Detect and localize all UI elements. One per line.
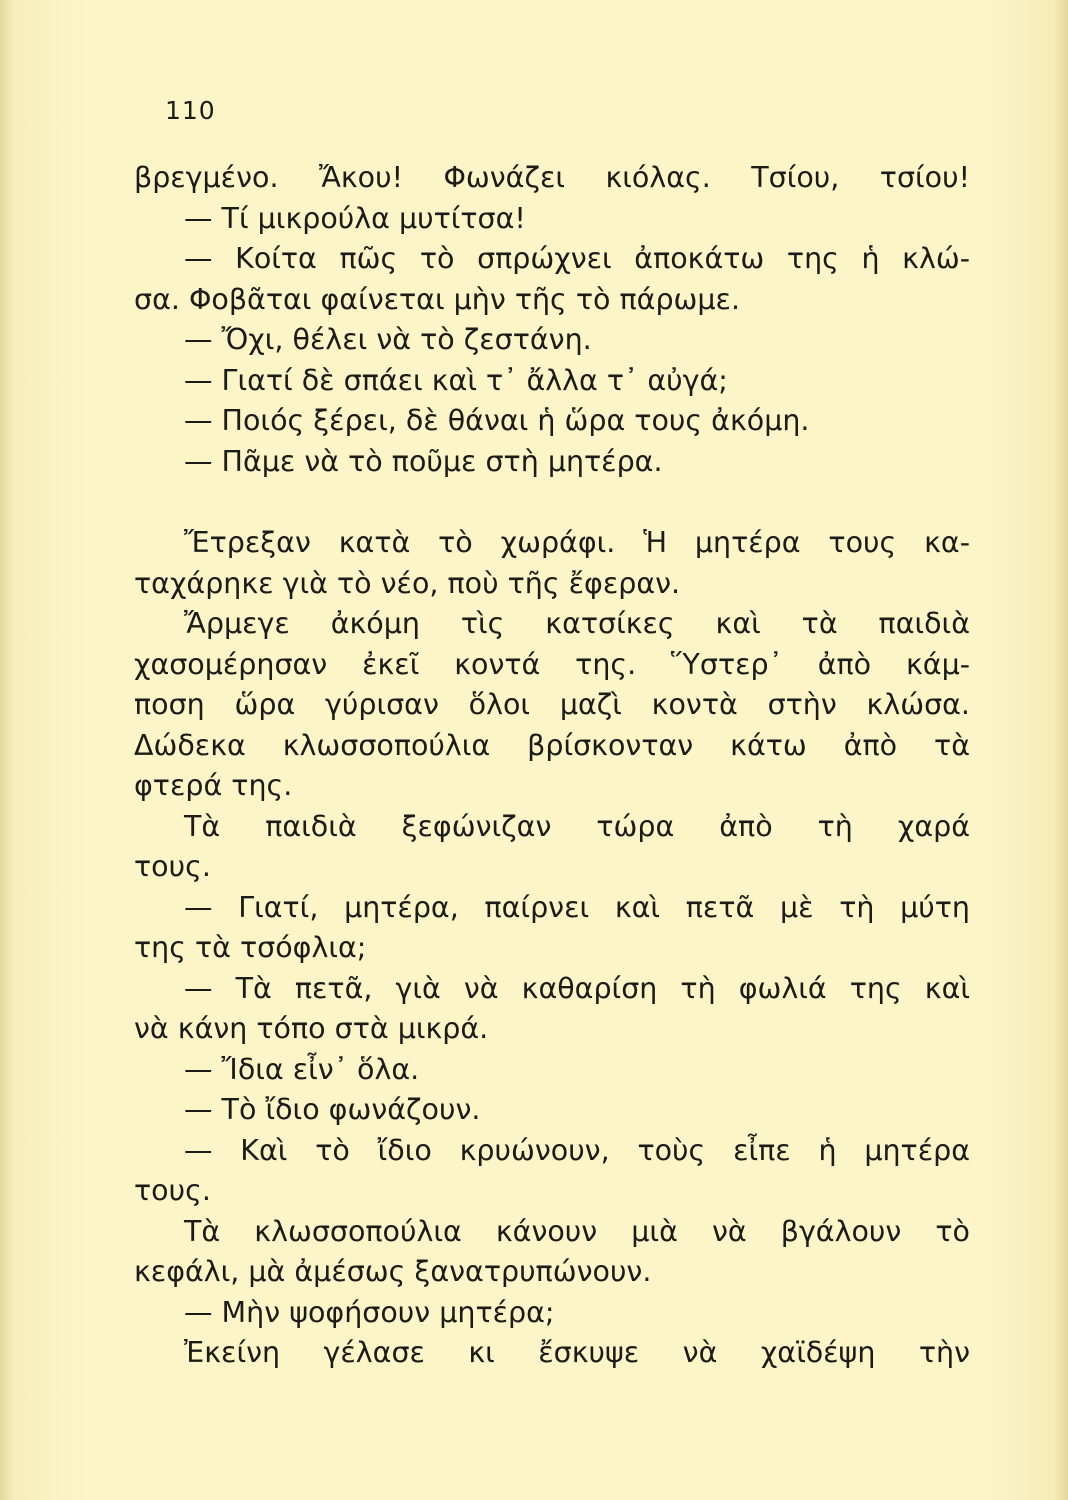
paragraph-gap [134, 482, 970, 523]
body-text [134, 158, 970, 1374]
text-line: — Ὄχι, θέλει νὰ τὸ ζεστάνη. [184, 323, 592, 356]
text-line: ποση ὥρα γύρισαν ὅλοι μαζὶ κοντὰ στὴν κλώσα. [134, 688, 970, 721]
text-line: Δώδεκα κλωσσοπούλια βρίσκονταν κάτω ἀπὸ τὰ [134, 728, 970, 762]
text-line: — Ἴδια εἶν᾽ ὅλα. [184, 1052, 420, 1086]
text-line: ταχάρηκε γιὰ τὸ νέο, ποὺ τῆς ἔφεραν. [134, 566, 681, 600]
text-line: Ἔτρεξαν κατὰ τὸ χωράφι. Ἡ μητέρα τους κα- [184, 526, 970, 559]
text-line: — Πᾶμε νὰ τὸ ποῦμε στὴ μητέρα. [184, 444, 663, 478]
text-line: τους. [134, 1174, 211, 1207]
page-edge-shadow-left [0, 0, 14, 1500]
text-line: βρεγμένο. Ἄκου! Φωνάζει κιόλας. Τσίου, τσίου! [134, 161, 970, 194]
text-line: Τὰ κλωσσοπούλια κάνουν μιὰ νὰ βγάλουν τὸ [184, 1214, 970, 1248]
text-line: Ἄρμεγε ἀκόμη τὶς κατσίκες καὶ τὰ παιδιὰ [184, 607, 970, 640]
text-line: κεφάλι, μὰ ἀμέσως ξανατρυπώνουν. [134, 1255, 652, 1288]
text-line: Τὰ παιδιὰ ξεφώνιζαν τώρα ἀπὸ τὴ χαρά [184, 809, 970, 843]
text-line: — Τὸ ἴδιο φωνάζουν. [184, 1093, 481, 1126]
text-line: τους. [134, 850, 211, 883]
page-number: 110 [165, 96, 216, 125]
page-edge-shadow-right [1054, 0, 1068, 1500]
text-line: Ἐκείνη γέλασε κι ἔσκυψε νὰ χαϊδέψη τὴν [184, 1336, 970, 1369]
text-line: — Μὴν ψοφήσουν μητέρα; [184, 1295, 555, 1329]
text-line: — Γιατί δὲ σπάει καὶ τ᾽ ἄλλα τ᾽ αὐγά; [184, 363, 728, 397]
text-line: φτερά της. [134, 769, 293, 802]
text-line: — Ποιός ξέρει, δὲ θάναι ἡ ὥρα τους ἀκόμη. [184, 404, 810, 437]
text-line: χασομέρησαν ἐκεῖ κοντά της. Ὕστερ᾽ ἀπὸ κάμ- [134, 647, 970, 681]
text-line: της τὰ τσόφλια; [134, 931, 367, 964]
text-line: — Γιατί, μητέρα, παίρνει καὶ πετᾶ μὲ τὴ μύτη [184, 890, 970, 924]
text-line: νὰ κάνη τόπο στὰ μικρά. [134, 1012, 489, 1045]
text-line: σα. Φοβᾶται φαίνεται μὴν τῆς τὸ πάρωμε. [134, 282, 741, 316]
text-line: — Τί μικρούλα μυτίτσα! [184, 201, 526, 235]
text-line: — Καὶ τὸ ἴδιο κρυώνουν, τοὺς εἶπε ἡ μητέρα [184, 1133, 970, 1167]
text-line: — Κοίτα πῶς τὸ σπρώχνει ἀποκάτω της ἡ κλώ- [184, 242, 970, 275]
text-line: — Τὰ πετᾶ, γιὰ νὰ καθαρίση τὴ φωλιά της καὶ [184, 971, 970, 1005]
